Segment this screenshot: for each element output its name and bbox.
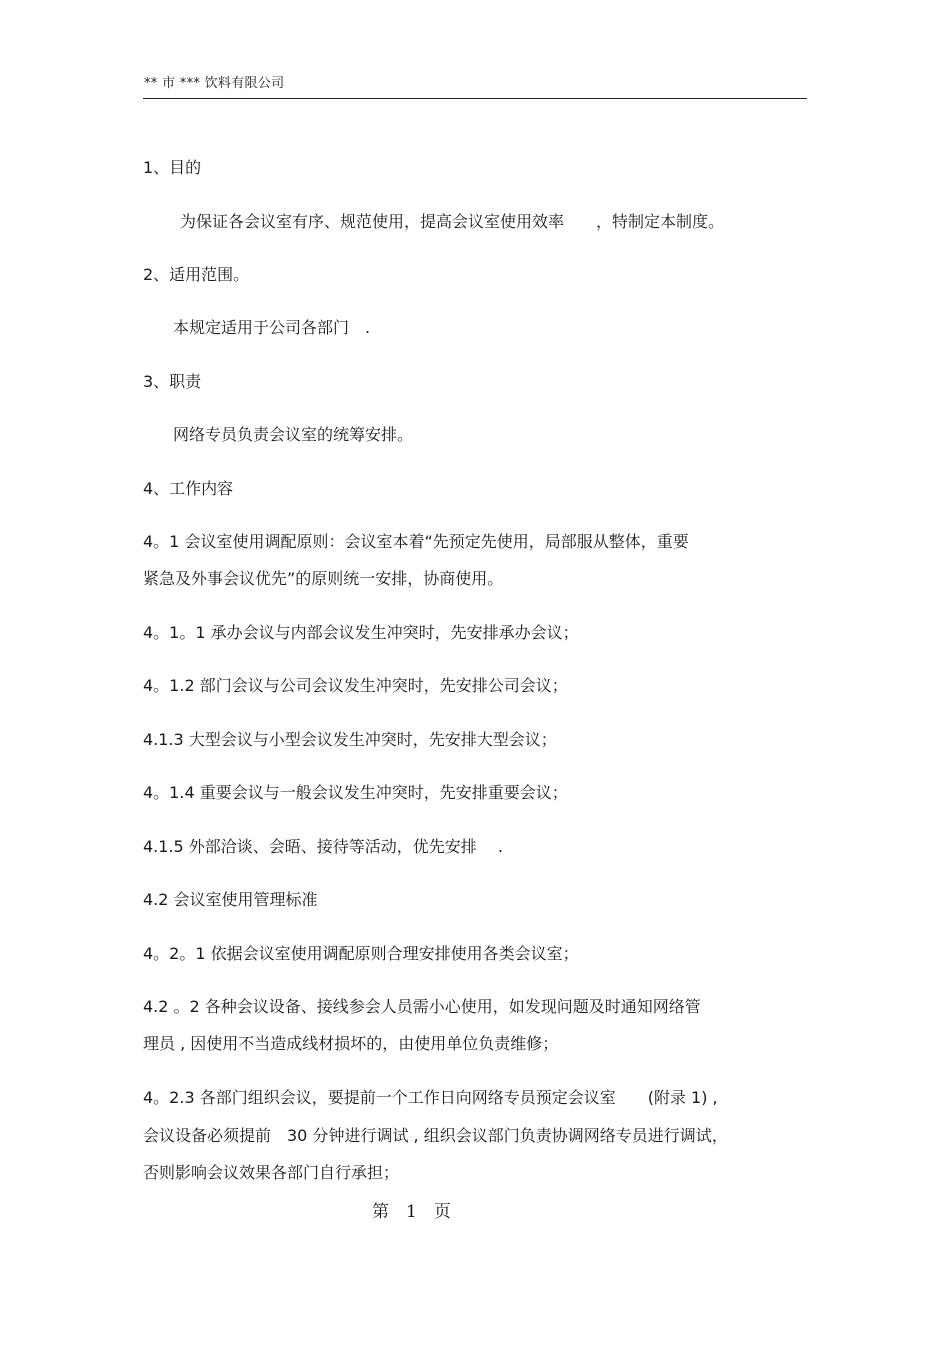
clause-4-2-3-line-1: 4。2.3 各部门组织会议，要提前一个工作日向网络专员预定会议室 (附录 1) , bbox=[143, 1088, 718, 1107]
clause-4-2-3-line-2: 会议设备必须提前 30 分钟进行调试 , 组织会议部门负责协调网络专员进行调试， bbox=[143, 1126, 728, 1145]
section-1-title: 1、目的 bbox=[143, 158, 202, 177]
section-3-body: 网络专员负责会议室的统筹安排。 bbox=[173, 425, 414, 444]
page-number: 第 1 页 bbox=[372, 1202, 451, 1222]
section-4-title: 4、工作内容 bbox=[143, 479, 234, 498]
section-2-title: 2、适用范围。 bbox=[143, 265, 250, 284]
section-2-body: 本规定适用于公司各部门 . bbox=[173, 318, 371, 337]
clause-4-1-3: 4.1.3 大型会议与小型会议发生冲突时，先安排大型会议； bbox=[143, 730, 557, 749]
section-3-title: 3、职责 bbox=[143, 372, 202, 391]
clause-4-2-2-line-1: 4.2 。2 各种会议设备、接线参会人员需小心使用，如发现问题及时通知网络管 bbox=[143, 997, 701, 1016]
section-1-body: 为保证各会议室有序、规范使用，提高会议室使用效率 ，特制定本制度。 bbox=[180, 212, 725, 231]
clause-4-2-3-line-3: 否则影响会议效果各部门自行承担； bbox=[143, 1163, 400, 1182]
clause-4-1-2: 4。1.2 部门会议与公司会议发生冲突时，先安排公司会议； bbox=[143, 676, 568, 695]
clause-4-1-1: 4。1。1 承办会议与内部会议发生冲突时，先安排承办会议； bbox=[143, 623, 579, 642]
clause-4-2-2-line-2: 理员 , 因使用不当造成线材损坏的，由使用单位负责维修； bbox=[143, 1034, 559, 1053]
clause-4-1-line-1: 4。1 会议室使用调配原则：会议室本着“先预定先使用，局部服从整体，重要 bbox=[143, 532, 689, 551]
clause-4-2: 4.2 会议室使用管理标准 bbox=[143, 890, 318, 909]
clause-4-2-1: 4。2。1 依据会议室使用调配原则合理安排使用各类会议室； bbox=[143, 944, 579, 963]
company-name: ** 市 *** 饮料有限公司 bbox=[144, 76, 285, 91]
clause-4-1-4: 4。1.4 重要会议与一般会议发生冲突时，先安排重要会议； bbox=[143, 783, 568, 802]
clause-4-1-line-2: 紧急及外事会议优先”的原则统一安排，协商使用。 bbox=[143, 569, 504, 588]
clause-4-1-5: 4.1.5 外部洽谈、会晤、接待等活动，优先安排 . bbox=[143, 837, 503, 856]
page-header bbox=[143, 70, 807, 99]
